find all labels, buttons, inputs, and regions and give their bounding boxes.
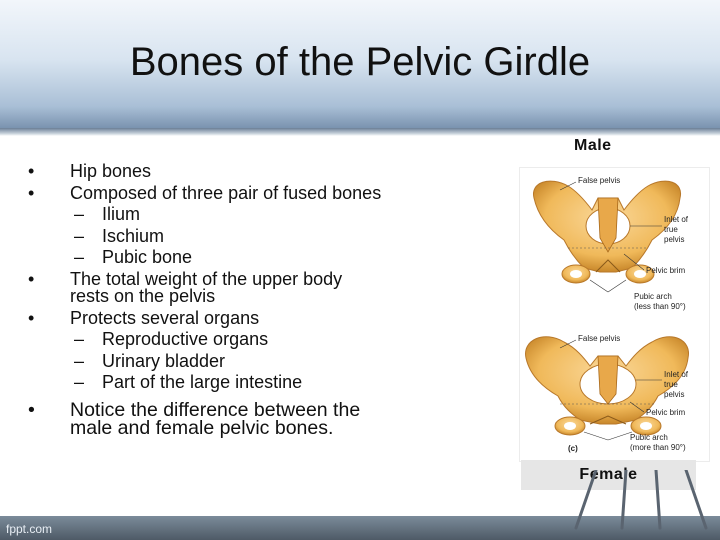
bullet-dot: •	[28, 161, 35, 181]
male-pelvic-brim-label: Pelvic brim	[646, 266, 686, 275]
sub-bullet-item: – Ilium	[74, 204, 141, 224]
male-label: Male	[574, 137, 612, 154]
svg-text:Inlet of: Inlet of	[664, 370, 689, 379]
figures-decoration	[566, 470, 716, 530]
svg-text:(more than 90°): (more than 90°)	[630, 443, 686, 452]
bullet-dot: •	[28, 268, 35, 289]
svg-text:Inlet of: Inlet of	[664, 215, 689, 224]
pelvis-illustration	[520, 168, 709, 461]
bullet-item: • Composed of three pair of fused bones	[28, 182, 382, 203]
female-pelvic-brim-label: Pelvic brim	[646, 408, 686, 417]
svg-text:Pubic arch: Pubic arch	[630, 433, 668, 442]
bullet-item: • Notice the difference between the male and female pelvic bones.	[28, 398, 361, 439]
female-label: Female	[521, 460, 696, 490]
bullet-dot: •	[28, 182, 35, 203]
female-pelvis	[526, 334, 689, 453]
svg-text:true: true	[664, 380, 678, 389]
svg-text:(less than 90°): (less than 90°)	[634, 302, 686, 311]
panel-label: (c)	[568, 444, 578, 453]
footer-brand: fppt.com	[6, 522, 53, 536]
sub-bullet-item: – Urinary bladder	[74, 350, 226, 371]
bullet-dot: •	[28, 398, 35, 421]
sub-bullet-item: – Ischium	[74, 225, 165, 246]
bullet-item: • The total weight of the upper body rests on the pelvis	[28, 268, 343, 306]
sub-bullet-item: – Part of the large intestine	[74, 372, 303, 392]
banner-shadow	[0, 128, 720, 136]
male-false-pelvis-label: False pelvis	[578, 176, 621, 185]
svg-text:Pubic arch: Pubic arch	[634, 292, 672, 301]
slide-title: Bones of the Pelvic Girdle	[129, 40, 591, 84]
pelvis-figure	[519, 167, 710, 462]
svg-text:pelvis: pelvis	[664, 235, 685, 244]
bullet-dot: •	[28, 307, 35, 328]
female-false-pelvis-label: False pelvis	[578, 334, 621, 343]
sub-bullet-item: – Pubic bone	[74, 247, 193, 267]
bullet-list	[28, 161, 428, 437]
svg-text:true: true	[664, 225, 678, 234]
svg-text:pelvis: pelvis	[664, 390, 685, 399]
bullet-item: • Protects several organs	[28, 307, 260, 328]
sub-bullet-item: – Reproductive organs	[74, 329, 269, 349]
bullet-item: • Hip bones	[28, 161, 152, 181]
male-pelvis	[533, 176, 688, 311]
